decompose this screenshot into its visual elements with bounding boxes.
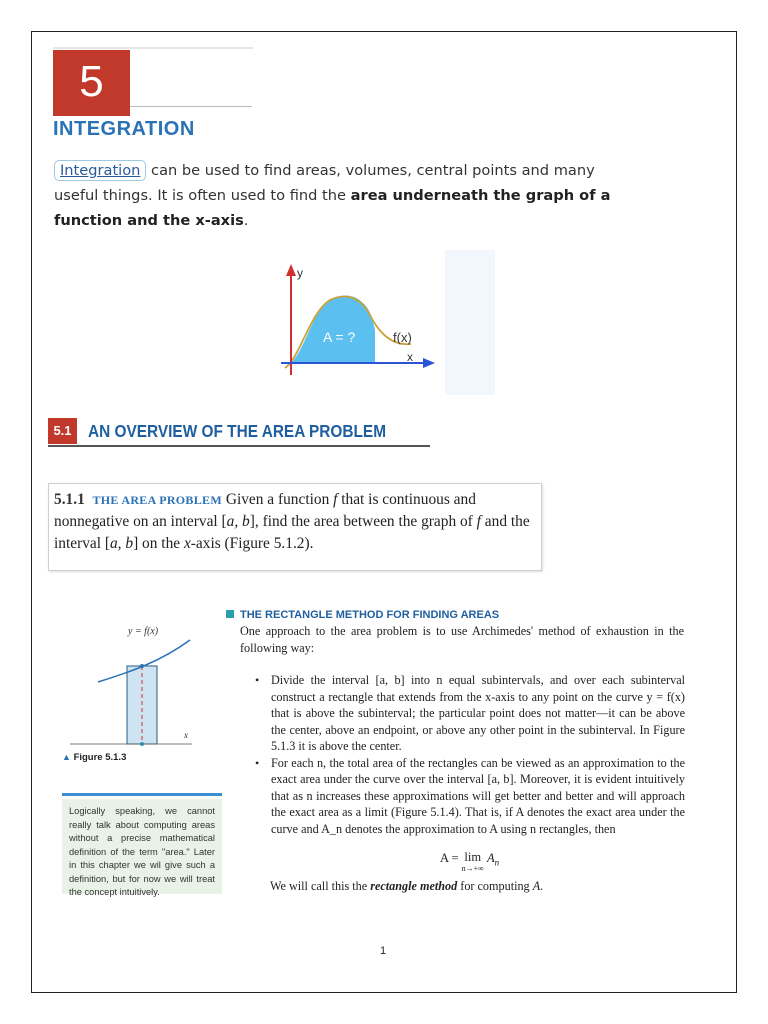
problem-ab1: a, b <box>226 513 250 530</box>
problem-f1: f <box>333 491 338 508</box>
problem-f2: f <box>476 513 481 530</box>
intro-bold: area underneath the graph of a function and the x-axis <box>54 187 611 229</box>
area-graph <box>275 250 495 395</box>
figure-5-1-3 <box>60 620 220 755</box>
chapter-rule <box>130 106 252 107</box>
bullet-text-1: Divide the interval [a, b] into n equal subintervals, and over each subinterval construct a rectangle that extends from the x-axis to any point on the curve y = f(x) that is above the subinterval; the particular point does not matter—it can be above the center, above an endpoint, or above any other point in the subinterval. In Figure 5.1.3 it is above the center. <box>271 673 685 753</box>
intro-paragraph <box>54 158 614 233</box>
problem-caption: THE AREA PROBLEM <box>92 493 222 507</box>
y-label: y <box>297 266 303 280</box>
bullet-dot-icon: • <box>255 673 260 687</box>
problem-ab2: a, b <box>109 535 134 552</box>
page-number: 1 <box>380 945 387 957</box>
problem-text-c: ], find the area between the graph of <box>249 513 477 530</box>
section-rule <box>48 445 430 447</box>
rectangle-method-heading-text: THE RECTANGLE METHOD FOR FINDING AREAS <box>240 609 500 621</box>
list-item <box>255 672 685 755</box>
intro-text-1: can be used to find areas, volumes, central points and many useful things. It is often used to find the <box>54 162 595 204</box>
figure-axis-label: x <box>184 730 188 740</box>
chapter-title: INTEGRATION <box>53 118 195 140</box>
figure-caption <box>62 752 126 763</box>
problem-text-a: Given a function <box>221 491 334 508</box>
rectangle-method-bullets <box>255 672 685 837</box>
formula-lhs: A = <box>440 851 462 865</box>
bullet-text-2: For each n, the total area of the rectangles can be viewed as an approximation to the exact area under the curve over the interval [a, b]. Moreover, it is evident intuitively that as n increases these approximations will get better and better and will approach the exact area as a limit (Figure 5.1.4). That is, if A denotes the exact area under the curve and A_n denotes the approximation to A using n rectangles, then <box>271 755 685 836</box>
graph-side-panel <box>445 250 495 395</box>
figure-caption-text: Figure 5.1.3 <box>73 752 127 763</box>
section-title: AN OVERVIEW OF THE AREA PROBLEM <box>88 421 387 441</box>
formula-lim-sub: n→+∞ <box>461 864 484 873</box>
section-number-badge: 5.1 <box>48 418 77 444</box>
chapter-top-rule <box>53 47 253 49</box>
problem-text-d: and the interval [ <box>54 513 530 552</box>
chapter-number-badge: 5 <box>53 50 130 116</box>
rectangle-method-intro: One approach to the area problem is to use Archimedes' method of exhaustion in the following way: <box>240 624 684 655</box>
area-problem-text <box>54 489 538 555</box>
area-label: A = ? <box>323 329 356 345</box>
note-top-bar <box>62 793 222 796</box>
bullet-dot-icon: • <box>255 755 260 770</box>
problem-text-b: that is continuous and nonnegative on an interval [ <box>54 491 476 530</box>
caption-triangle-icon: ▲ <box>62 752 71 762</box>
figure-point-top <box>140 664 144 668</box>
formula-limit <box>462 851 484 875</box>
integration-link[interactable]: Integration <box>54 160 146 181</box>
side-note: Logically speaking, we cannot really talk about computing areas without a precise mathematical definition of the term "area." Later in this chapter we wil give such a definition, but for now we will treat the concept intuitively. <box>62 799 222 894</box>
closing-b: for computing <box>457 879 533 893</box>
figure-func-label: y = f(x) <box>128 626 159 637</box>
problem-number: 5.1.1 <box>54 491 85 508</box>
problem-text-f: -axis (Figure 5.1.2). <box>190 535 314 552</box>
closing-sentence <box>270 879 543 894</box>
rectangle-method-heading <box>226 609 499 621</box>
problem-text-e: ] on the <box>133 535 184 552</box>
x-label: x <box>407 350 413 364</box>
problem-xaxis: x <box>183 535 191 552</box>
closing-c: . <box>540 879 544 893</box>
limit-formula <box>440 851 499 875</box>
closing-em: rectangle method <box>370 879 458 893</box>
list-item <box>255 755 685 838</box>
formula-lim-word: lim <box>464 850 482 864</box>
formula-rhs: A <box>486 851 495 865</box>
closing-A: A <box>532 879 541 893</box>
closing-a: We will call this the <box>270 879 371 893</box>
heading-square-icon <box>226 610 234 618</box>
formula-rhs-sub: n <box>494 857 500 868</box>
intro-text-2: . <box>243 212 249 229</box>
function-label: f(x) <box>393 330 412 345</box>
